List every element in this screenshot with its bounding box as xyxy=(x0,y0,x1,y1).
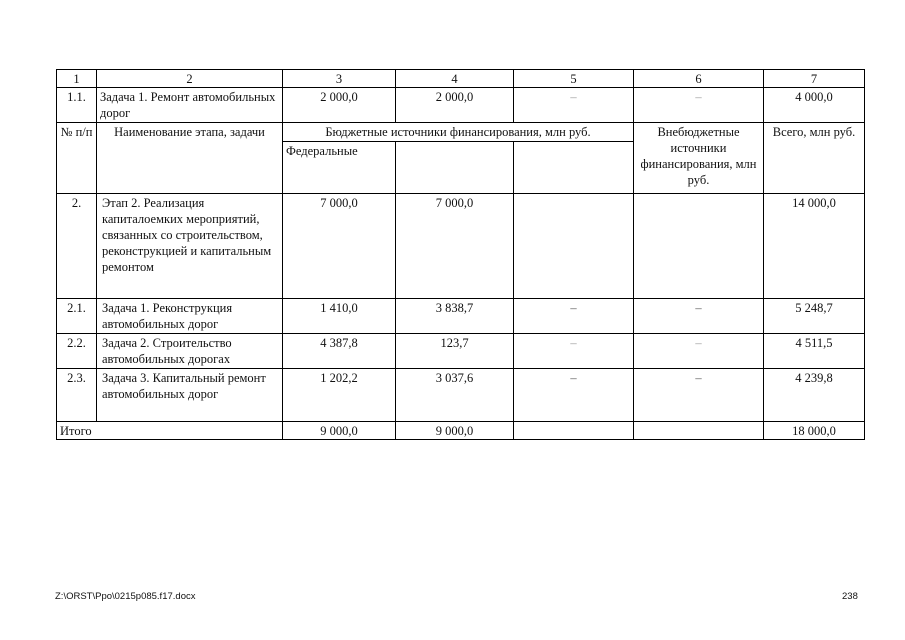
header-regional-empty xyxy=(396,142,514,194)
col-number-5: 5 xyxy=(514,70,634,88)
header-num: № п/п xyxy=(57,123,97,194)
header-total: Всего, млн руб. xyxy=(764,123,865,194)
regional-value: 123,7 xyxy=(396,334,514,369)
col-number-1: 1 xyxy=(57,70,97,88)
federal-value: 7 000,0 xyxy=(283,194,396,299)
total-label: Итого xyxy=(57,422,283,440)
extra-value: – xyxy=(634,299,764,334)
row-number: 1.1. xyxy=(57,88,97,123)
federal-value: 2 000,0 xyxy=(283,88,396,123)
table-row xyxy=(57,194,865,299)
regional-total: 9 000,0 xyxy=(396,422,514,440)
table-row xyxy=(57,299,865,334)
footer-page-number: 238 xyxy=(842,591,858,602)
grand-total: 18 000,0 xyxy=(764,422,865,440)
header-extra: Внебюджетные источники финансирования, млн руб. xyxy=(634,123,764,194)
column-number-row xyxy=(57,70,865,88)
col-number-6: 6 xyxy=(634,70,764,88)
local-total xyxy=(514,422,634,440)
header-name: Наименование этапа, задачи xyxy=(97,123,283,194)
regional-value: 3 037,6 xyxy=(396,369,514,422)
footer-file-path: Z:\ORST\Ppo\0215p085.f17.docx xyxy=(55,591,196,602)
local-value: – xyxy=(514,88,634,123)
header-local-empty xyxy=(514,142,634,194)
total-row xyxy=(57,422,865,440)
row-name: Задача 2. Строительство автомобильных дорогах xyxy=(97,334,283,369)
federal-value: 4 387,8 xyxy=(283,334,396,369)
regional-value: 2 000,0 xyxy=(396,88,514,123)
col-number-7: 7 xyxy=(764,70,865,88)
local-value xyxy=(514,194,634,299)
extra-value: – xyxy=(634,369,764,422)
local-value: – xyxy=(514,299,634,334)
extra-value: – xyxy=(634,88,764,123)
row-name: Задача 1. Ремонт автомобильных дорог xyxy=(97,88,283,123)
total-value: 4 511,5 xyxy=(764,334,865,369)
total-value: 4 239,8 xyxy=(764,369,865,422)
col-number-3: 3 xyxy=(283,70,396,88)
extra-value xyxy=(634,194,764,299)
col-number-4: 4 xyxy=(396,70,514,88)
local-value: – xyxy=(514,334,634,369)
total-value: 4 000,0 xyxy=(764,88,865,123)
federal-value: 1 202,2 xyxy=(283,369,396,422)
regional-value: 7 000,0 xyxy=(396,194,514,299)
table-row xyxy=(57,334,865,369)
header-federal: Федеральные xyxy=(283,142,396,194)
extra-total xyxy=(634,422,764,440)
federal-total: 9 000,0 xyxy=(283,422,396,440)
row-name: Этап 2. Реализация капиталоемких мероприятий, связанных со строительством, реконструкцией и капитальным ремонтом xyxy=(97,194,283,299)
table-row xyxy=(57,88,865,123)
row-name: Задача 3. Капитальный ремонт автомобильных дорог xyxy=(97,369,283,422)
extra-value: – xyxy=(634,334,764,369)
regional-value: 3 838,7 xyxy=(396,299,514,334)
total-value: 5 248,7 xyxy=(764,299,865,334)
table-row xyxy=(57,369,865,422)
col-number-2: 2 xyxy=(97,70,283,88)
row-number: 2. xyxy=(57,194,97,299)
local-value: – xyxy=(514,369,634,422)
row-number: 2.2. xyxy=(57,334,97,369)
header-row-top xyxy=(57,123,865,142)
row-name: Задача 1. Реконструкция автомобильных дорог xyxy=(97,299,283,334)
financing-table xyxy=(56,69,865,440)
federal-value: 1 410,0 xyxy=(283,299,396,334)
row-number: 2.3. xyxy=(57,369,97,422)
header-budget: Бюджетные источники финансирования, млн руб. xyxy=(283,123,634,142)
total-value: 14 000,0 xyxy=(764,194,865,299)
row-number: 2.1. xyxy=(57,299,97,334)
